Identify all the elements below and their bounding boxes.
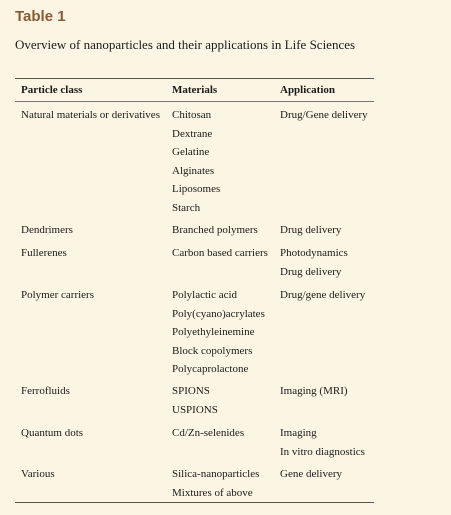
table-cell-application: Drug delivery (280, 265, 342, 278)
table-cell-material: Silica-nanoparticles (172, 468, 260, 480)
table-cell-material: Poly(cyano)acrylates (172, 307, 265, 320)
table-cell-application: Drug delivery (280, 224, 342, 236)
table-cell-material: SPIONS (172, 385, 210, 397)
table-row-particle-class: Fullerenes (21, 247, 67, 259)
table-cell-material: Carbon based carriers (172, 247, 268, 259)
table-row-particle-class: Natural materials or derivatives (21, 109, 160, 121)
table-cell-application: Drug/Gene delivery (280, 109, 368, 121)
table-cell-material: Starch (172, 201, 201, 214)
column-header-application: Application (280, 84, 336, 96)
table-row-particle-class: Dendrimers (21, 224, 73, 236)
table-cell-material: Branched polymers (172, 224, 258, 236)
table-label: Table 1 (15, 8, 66, 25)
table-cell-application: Imaging (280, 427, 317, 439)
table-cell-application: Drug/gene delivery (280, 289, 366, 301)
table-cell-material: Gelatine (172, 146, 210, 158)
table-row-particle-class: Quantum dots (21, 427, 84, 439)
table-row-particle-class: Ferrofluids (21, 385, 70, 397)
table-cell-material: Dextrane (172, 127, 213, 140)
table-top-rule (15, 78, 374, 79)
table-cell-material: Chitosan (172, 109, 212, 121)
table-cell-material: Block copolymers (172, 344, 253, 357)
table-cell-material: Cd/Zn-selenides (172, 427, 245, 439)
table-cell-application: Gene delivery (280, 468, 342, 480)
table-bottom-rule (15, 502, 374, 503)
table-cell-material: USPIONS (172, 403, 218, 416)
table-cell-application: Imaging (MRI) (280, 385, 348, 397)
table-cell-material: Alginates (172, 164, 215, 177)
table-cell-material: Liposomes (172, 183, 221, 195)
table-header-rule (15, 101, 374, 102)
table-cell-material: Mixtures of above (172, 486, 253, 499)
table-caption: Overview of nanoparticles and their applications in Life Sciences (15, 37, 356, 52)
table-cell-material: Polylactic acid (172, 289, 238, 301)
table-cell-application: In vitro diagnostics (280, 445, 365, 458)
table-cell-material: Polyethyleinemine (172, 326, 255, 338)
table-cell-application: Photodynamics (280, 247, 348, 259)
column-header-materials: Materials (172, 84, 218, 96)
column-header-particle-class: Particle class (21, 84, 83, 96)
table-row-particle-class: Various (21, 468, 55, 480)
table-cell-material: Polycaprolactone (172, 363, 249, 375)
table-row-particle-class: Polymer carriers (21, 289, 94, 301)
